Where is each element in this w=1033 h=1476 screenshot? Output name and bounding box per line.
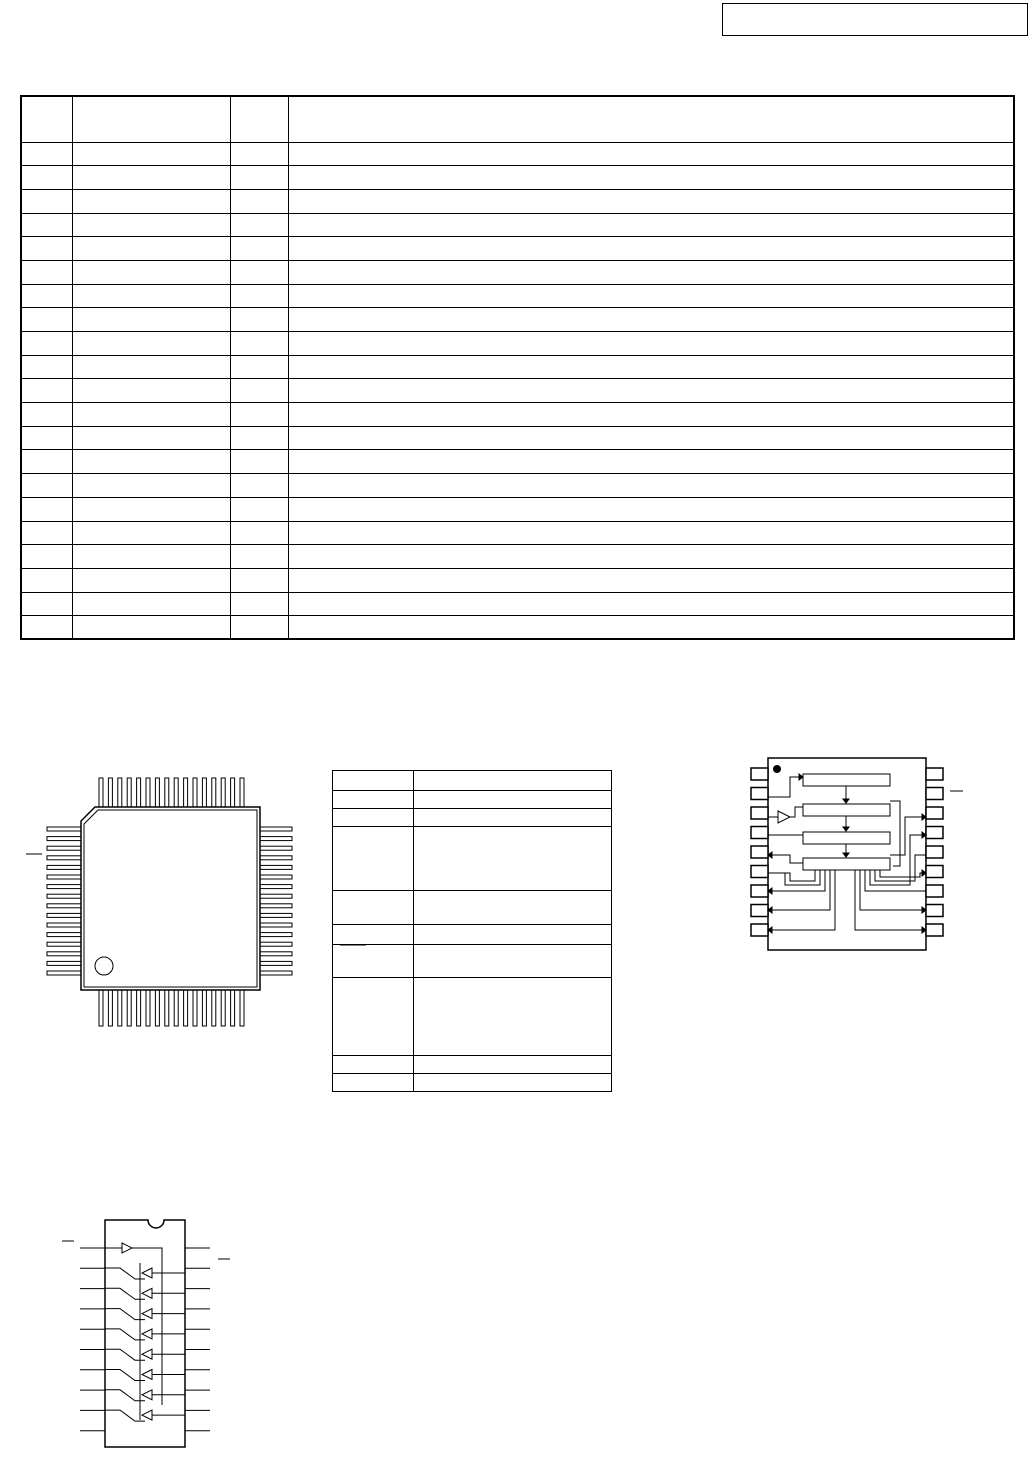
- table-cell: [231, 355, 289, 379]
- qfp-pin: [47, 827, 81, 831]
- legend-cell: [333, 791, 414, 809]
- table-cell: [73, 189, 231, 213]
- table-row: [21, 403, 1014, 427]
- qfp-pin: [47, 952, 81, 956]
- legend-row: [333, 925, 612, 945]
- qfp-pin: [108, 990, 112, 1026]
- qfp-pin: [99, 990, 103, 1026]
- qfp-pin: [260, 865, 292, 869]
- table-cell: [231, 308, 289, 332]
- table-cell: [289, 474, 1015, 498]
- table-row: [21, 189, 1014, 213]
- legend-row: [333, 771, 612, 791]
- legend-cell: [333, 891, 414, 925]
- table-cell: [73, 237, 231, 261]
- pin-legend-table: [332, 770, 612, 1092]
- table-cell: [289, 426, 1015, 450]
- table-cell: [289, 189, 1015, 213]
- qfp-pin: [212, 990, 216, 1026]
- table-cell: [73, 592, 231, 616]
- legend-row: [333, 791, 612, 809]
- sop-pin: [751, 827, 768, 839]
- table-row: [21, 355, 1014, 379]
- qfp-body: [81, 807, 260, 990]
- table-row: [21, 592, 1014, 616]
- table-row: [21, 284, 1014, 308]
- table-cell: [73, 545, 231, 569]
- qfp-pin: [47, 865, 81, 869]
- qfp-pin: [231, 990, 235, 1026]
- table-cell: [289, 355, 1015, 379]
- qfp-pin: [47, 885, 81, 889]
- table-cell: [73, 355, 231, 379]
- header-function: [289, 96, 1015, 142]
- table-cell: [21, 142, 73, 166]
- qfp-pin: [260, 837, 292, 841]
- table-cell: [231, 284, 289, 308]
- sop-pin: [926, 866, 943, 878]
- table-cell: [231, 521, 289, 545]
- table-cell: [73, 260, 231, 284]
- table-cell: [21, 616, 73, 640]
- table-cell: [289, 237, 1015, 261]
- legend-cell: [414, 891, 612, 925]
- qfp-pin: [260, 933, 292, 937]
- table-cell: [21, 308, 73, 332]
- qfp-pin: [146, 990, 150, 1026]
- table-cell: [21, 592, 73, 616]
- table-cell: [73, 450, 231, 474]
- legend-cell: [333, 827, 414, 891]
- table-cell: [73, 568, 231, 592]
- table-cell: [231, 592, 289, 616]
- qfp-pin: [202, 778, 206, 807]
- qfp-pin: [47, 904, 81, 908]
- qfp-pin: [202, 990, 206, 1026]
- table-cell: [21, 450, 73, 474]
- table-cell: [289, 379, 1015, 403]
- table-cell: [73, 142, 231, 166]
- qfp-pin: [260, 942, 292, 946]
- qfp-pin: [118, 990, 122, 1026]
- sop-pin: [926, 846, 943, 858]
- qfp-ic-package-diagram: [20, 770, 300, 1032]
- table-cell: [231, 166, 289, 190]
- legend-cell: [414, 945, 612, 978]
- qfp-pin: [231, 778, 235, 807]
- table-cell: [289, 521, 1015, 545]
- table-cell: [21, 568, 73, 592]
- table-cell: [21, 213, 73, 237]
- qfp-pin: [260, 827, 292, 831]
- qfp-pin: [47, 923, 81, 927]
- qfp-pin: [240, 778, 244, 807]
- table-cell: [21, 474, 73, 498]
- table-row: [21, 213, 1014, 237]
- sop-pin: [926, 924, 943, 936]
- pin1-dot: [773, 765, 781, 773]
- legend-cell: [333, 1056, 414, 1074]
- qfp-pin: [240, 990, 244, 1026]
- dip-buffer-ic-diagram: [60, 1215, 240, 1455]
- table-row: [21, 616, 1014, 640]
- table-cell: [21, 403, 73, 427]
- table-row: [21, 260, 1014, 284]
- pin-description-table: [20, 95, 1015, 640]
- table-cell: [73, 166, 231, 190]
- table-cell: [21, 426, 73, 450]
- table-cell: [289, 260, 1015, 284]
- table-cell: [231, 545, 289, 569]
- qfp-pin: [127, 990, 131, 1026]
- qfp-pin: [260, 923, 292, 927]
- sop-pin: [926, 827, 943, 839]
- qfp-pin: [99, 778, 103, 807]
- legend-cell: [414, 771, 612, 791]
- legend-cell: [414, 925, 612, 945]
- sop-pin: [751, 866, 768, 878]
- table-cell: [21, 497, 73, 521]
- qfp-pin: [118, 778, 122, 807]
- table-cell: [231, 237, 289, 261]
- table-cell: [21, 260, 73, 284]
- qfp-pin: [193, 990, 197, 1026]
- qfp-pin: [47, 837, 81, 841]
- table-cell: [289, 545, 1015, 569]
- table-row: [21, 237, 1014, 261]
- sop-pin: [926, 768, 943, 780]
- legend-cell: [414, 809, 612, 827]
- table-cell: [231, 450, 289, 474]
- qfp-pin: [47, 942, 81, 946]
- table-cell: [73, 616, 231, 640]
- legend-cell: [333, 925, 414, 945]
- qfp-pin: [260, 856, 292, 860]
- table-cell: [289, 450, 1015, 474]
- table-cell: [231, 332, 289, 356]
- qfp-pin: [260, 875, 292, 879]
- legend-cell: [333, 1074, 414, 1092]
- table-cell: [73, 213, 231, 237]
- table-cell: [73, 474, 231, 498]
- table-row: [21, 474, 1014, 498]
- legend-row: [333, 891, 612, 925]
- table-row: [21, 426, 1014, 450]
- qfp-pin: [260, 913, 292, 917]
- qfp-pin: [155, 778, 159, 807]
- table-cell: [231, 403, 289, 427]
- legend-cell: [414, 1074, 612, 1092]
- qfp-pin: [174, 990, 178, 1026]
- qfp-pin: [260, 846, 292, 850]
- qfp-pin: [221, 778, 225, 807]
- table-cell: [73, 403, 231, 427]
- qfp-pin: [184, 990, 188, 1026]
- qfp-pin: [260, 952, 292, 956]
- legend-cell: [333, 978, 414, 1056]
- table-cell: [289, 497, 1015, 521]
- legend-cell: [333, 771, 414, 791]
- sop-pin: [751, 846, 768, 858]
- table-cell: [73, 379, 231, 403]
- table-cell: [73, 426, 231, 450]
- table-row: [21, 450, 1014, 474]
- qfp-pin: [221, 990, 225, 1026]
- sop-pin: [751, 788, 768, 800]
- sop-pin: [751, 905, 768, 917]
- legend-cell: [414, 791, 612, 809]
- qfp-pin: [47, 971, 81, 975]
- table-row: [21, 142, 1014, 166]
- header-pin-no: [21, 96, 73, 142]
- table-cell: [73, 497, 231, 521]
- table-header-row: [21, 96, 1014, 142]
- table-cell: [21, 521, 73, 545]
- header-io: [231, 96, 289, 142]
- table-cell: [231, 474, 289, 498]
- qfp-pin: [193, 778, 197, 807]
- sop-pin: [751, 885, 768, 897]
- table-row: [21, 497, 1014, 521]
- sop-pin: [926, 807, 943, 819]
- sop-ic-block-diagram: [745, 755, 975, 955]
- qfp-pin: [47, 894, 81, 898]
- qfp-pin: [260, 904, 292, 908]
- table-cell: [231, 142, 289, 166]
- table-row: [21, 166, 1014, 190]
- sop-pin: [751, 807, 768, 819]
- qfp-pin: [47, 961, 81, 965]
- qfp-pin: [260, 894, 292, 898]
- table-cell: [21, 237, 73, 261]
- table-cell: [231, 260, 289, 284]
- table-cell: [21, 355, 73, 379]
- legend-row: [333, 809, 612, 827]
- qfp-pin: [47, 913, 81, 917]
- table-cell: [73, 284, 231, 308]
- qfp-pin: [108, 778, 112, 807]
- legend-row: [333, 1056, 612, 1074]
- table-cell: [289, 592, 1015, 616]
- sop-pin: [751, 924, 768, 936]
- legend-row: [333, 978, 612, 1056]
- table-cell: [73, 332, 231, 356]
- qfp-pin: [165, 778, 169, 807]
- legend-cell: [414, 1056, 612, 1074]
- qfp-pin: [174, 778, 178, 807]
- overbar-mark: [340, 944, 370, 948]
- legend-cell: [414, 978, 612, 1056]
- qfp-pin: [260, 961, 292, 965]
- legend-cell: [414, 827, 612, 891]
- table-cell: [231, 616, 289, 640]
- table-row: [21, 568, 1014, 592]
- table-cell: [289, 403, 1015, 427]
- qfp-pin: [137, 990, 141, 1026]
- table-cell: [289, 616, 1015, 640]
- qfp-pin: [155, 990, 159, 1026]
- legend-cell: [333, 809, 414, 827]
- table-row: [21, 332, 1014, 356]
- table-cell: [289, 166, 1015, 190]
- table-cell: [289, 568, 1015, 592]
- qfp-pin: [165, 990, 169, 1026]
- table-cell: [289, 213, 1015, 237]
- qfp-pin: [47, 875, 81, 879]
- table-cell: [231, 379, 289, 403]
- table-cell: [231, 213, 289, 237]
- table-cell: [231, 189, 289, 213]
- legend-row: [333, 945, 612, 978]
- table-cell: [21, 189, 73, 213]
- qfp-pin: [260, 971, 292, 975]
- legend-row: [333, 1074, 612, 1092]
- table-cell: [289, 284, 1015, 308]
- table-cell: [21, 166, 73, 190]
- table-row: [21, 521, 1014, 545]
- table-cell: [21, 379, 73, 403]
- table-cell: [289, 142, 1015, 166]
- sop-pin: [926, 788, 943, 800]
- table-cell: [231, 497, 289, 521]
- legend-row: [333, 827, 612, 891]
- sop-pin: [751, 768, 768, 780]
- qfp-pin: [260, 885, 292, 889]
- qfp-pin: [47, 933, 81, 937]
- qfp-pin: [127, 778, 131, 807]
- header-box: [722, 3, 1028, 36]
- qfp-pin: [212, 778, 216, 807]
- table-cell: [289, 332, 1015, 356]
- table-cell: [73, 521, 231, 545]
- qfp-pin: [47, 846, 81, 850]
- table-row: [21, 545, 1014, 569]
- table-cell: [73, 308, 231, 332]
- sop-pin: [926, 885, 943, 897]
- table-cell: [21, 545, 73, 569]
- table-row: [21, 308, 1014, 332]
- qfp-pin: [47, 856, 81, 860]
- legend-cell: [333, 945, 414, 978]
- table-cell: [231, 426, 289, 450]
- table-cell: [231, 568, 289, 592]
- qfp-pin: [137, 778, 141, 807]
- table-cell: [21, 284, 73, 308]
- table-cell: [21, 332, 73, 356]
- qfp-pin: [184, 778, 188, 807]
- header-pin-name: [73, 96, 231, 142]
- qfp-pin: [146, 778, 150, 807]
- table-row: [21, 379, 1014, 403]
- table-cell: [289, 308, 1015, 332]
- sop-pin: [926, 905, 943, 917]
